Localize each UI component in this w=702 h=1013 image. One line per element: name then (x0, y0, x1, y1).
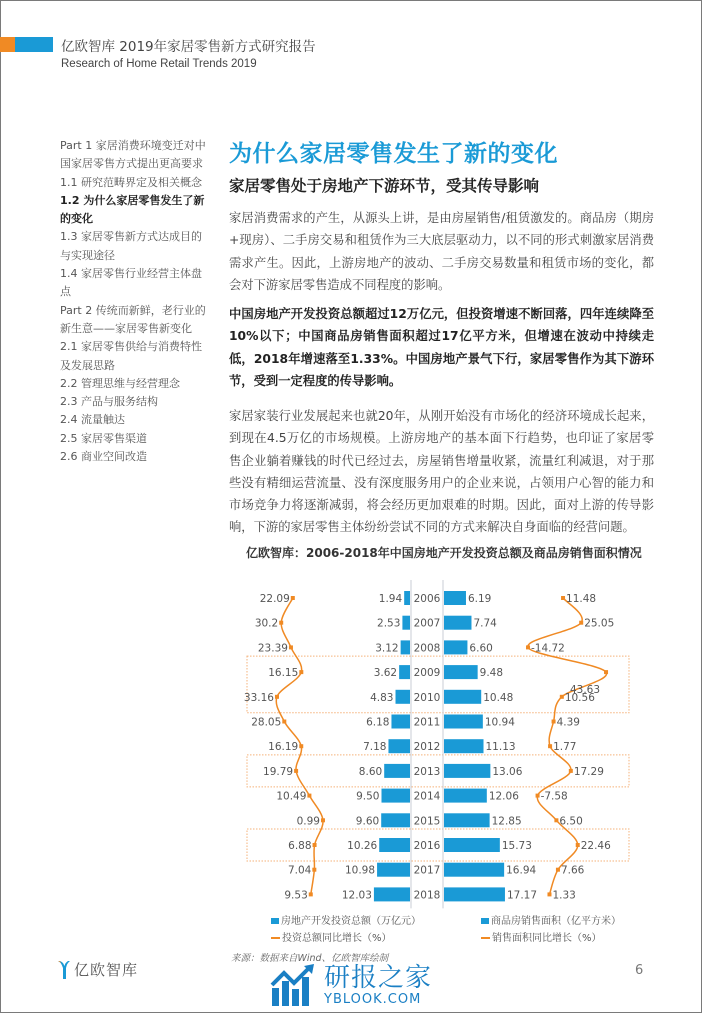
point-label-sales-growth: 11.48 (566, 593, 597, 605)
point-investment-growth (321, 818, 325, 822)
bar-sales-area (444, 764, 490, 778)
point-investment-growth (289, 645, 293, 649)
point-sales-growth (548, 744, 552, 748)
bar-investment (404, 591, 410, 605)
year-label: 2006 (413, 593, 441, 605)
bar-investment (388, 739, 410, 753)
point-sales-growth (536, 794, 540, 798)
year-label: 2007 (413, 617, 441, 630)
legend-item-sales-area (481, 912, 621, 927)
point-label-investment-growth: 22.09 (259, 593, 290, 605)
bar-investment (401, 640, 410, 654)
point-label-investment-growth: 6.88 (288, 840, 312, 852)
point-label-sales-growth: 1.77 (553, 741, 577, 754)
point-investment-growth (307, 794, 311, 798)
bar-label-sales-area: 12.85 (491, 815, 522, 828)
bar-sales-area (444, 739, 484, 753)
bar-label-investment: 3.12 (375, 642, 399, 655)
legend-swatch-bar (481, 918, 489, 924)
legend-label: 销售面积同比增长（%） (492, 933, 602, 944)
toc-item[interactable]: 2.4 流量触达 (60, 413, 125, 427)
point-sales-growth (604, 670, 608, 674)
legend-label: 投资总额同比增长（%） (282, 933, 392, 944)
bar-investment (374, 887, 410, 901)
watermark (270, 963, 432, 1008)
legend-item-investment-growth (271, 929, 392, 944)
legend-label: 房地产开发投资总额（万亿元） (281, 916, 421, 927)
chart-title: 亿欧智库：2006-2018年中国房地产开发投资总额及商品房销售面积情况 (246, 546, 642, 560)
report-title: 亿欧智库 2019年家居零售新方式研究报告 (61, 39, 316, 55)
bar-label-sales-area: 9.48 (479, 667, 504, 680)
point-sales-growth (526, 645, 530, 649)
year-label: 2009 (413, 667, 441, 680)
bar-sales-area (444, 789, 487, 803)
point-investment-growth (275, 695, 279, 699)
bar-label-investment: 1.94 (378, 593, 403, 605)
point-investment-growth (312, 868, 316, 872)
bar-investment (396, 690, 410, 704)
point-investment-growth (291, 596, 295, 600)
point-investment-growth (282, 720, 286, 724)
bar-sales-area (444, 715, 483, 729)
point-investment-growth (279, 621, 283, 625)
bar-label-sales-area: 15.73 (501, 840, 532, 852)
bar-sales-area (444, 887, 505, 901)
toc-item[interactable]: Part 2 传统而新鲜，老行业的新生意——家居零售新变化 (60, 303, 206, 335)
bar-label-sales-area: 11.13 (485, 741, 516, 754)
bar-sales-area (444, 616, 471, 630)
point-label-investment-growth: 30.2 (254, 617, 279, 630)
toc-item[interactable]: 2.1 家居零售供给与消费特性及发展思路 (60, 340, 202, 372)
bar-investment (399, 665, 410, 679)
year-label: 2010 (413, 691, 441, 704)
bar-label-sales-area: 12.06 (488, 790, 519, 803)
bar-sales-area (444, 690, 481, 704)
point-label-sales-growth: -7.58 (540, 790, 568, 803)
paragraph-1: 家居消费需求的产生，从源头上讲，是由房屋销售/租赁激发的。商品房（期房+现房）、二手房交易和租赁作为三大底层驱动力，以不同的形式刺激家居消费需求产生。因此，上游房地产的波动、二手房交易数量和租赁市场的变化，都会对下游家居零售造成不同程度的影响。 (229, 211, 654, 292)
page-number: 6 (635, 963, 644, 978)
bar-investment (381, 813, 410, 827)
watermark-cn: 研报之家 (324, 963, 433, 993)
bar-sales-area (444, 640, 467, 654)
point-sales-growth (576, 843, 580, 847)
point-label-sales-growth: 1.33 (552, 889, 576, 902)
bar-label-investment: 4.83 (370, 691, 394, 704)
paragraph-3: 家居家装行业发展起来也就20年，从刚开始没有市场化的经济环境成长起来，到现在4.5万亿的市场规模。上游房地产的基本面下行趋势，也印证了家居零售企业躺着赚钱的时代已经过去，房屋销售增量收紧，流量红利减退，对于那些没有精细运营流量、没有深度服务用户的企业来说，占领用户心智的能力和市场竞争力将逐渐减弱，将会经历更加艰难的时期。因此，面对上游的传导影响，下游的家居零售主体纷纷尝试不同的方式来解决自身面临的经营问题。 (229, 409, 654, 535)
legend-swatch-line (271, 937, 280, 939)
point-label-investment-growth: 23.39 (257, 642, 288, 655)
point-label-investment-growth: 16.19 (268, 741, 299, 754)
legend-swatch-line (481, 937, 490, 939)
toc-item[interactable]: Part 1 家居消费环境变迁对中国家居零售方式提出更高要求 (60, 139, 206, 171)
point-label-investment-growth: 28.05 (251, 716, 282, 729)
year-label: 2008 (413, 642, 441, 655)
legend-swatch-bar (271, 918, 279, 924)
point-label-investment-growth: 7.04 (287, 864, 312, 877)
bar-label-sales-area: 17.17 (506, 889, 538, 902)
bar-label-sales-area: 7.74 (473, 617, 497, 630)
bar-sales-area (444, 838, 500, 852)
watermark-chart-icon (270, 963, 320, 1008)
bar-investment (391, 715, 410, 729)
bar-label-sales-area: 6.19 (467, 593, 492, 605)
toc-item[interactable]: 2.6 商业空间改造 (60, 450, 147, 464)
bar-investment (377, 863, 410, 877)
logo-text: 亿欧智库 (74, 961, 139, 979)
point-sales-growth (560, 695, 564, 699)
point-label-sales-growth: 4.39 (556, 716, 580, 729)
point-label-sales-growth: -14.72 (531, 642, 565, 655)
year-label: 2016 (413, 840, 441, 852)
bar-label-sales-area: 10.48 (483, 691, 514, 704)
toc-item[interactable]: 2.3 产品与服务结构 (60, 395, 158, 409)
point-sales-growth (554, 818, 558, 822)
bar-label-sales-area: 10.94 (484, 716, 515, 729)
year-label: 2012 (413, 741, 441, 754)
point-label-investment-growth: 16.15 (268, 667, 299, 680)
point-sales-growth (579, 621, 583, 625)
point-label-sales-growth: 17.29 (573, 765, 604, 778)
point-investment-growth (299, 670, 303, 674)
toc-item[interactable]: 1.1 研究范畴界定及相关概念 (60, 175, 202, 189)
bar-investment (402, 616, 410, 630)
point-investment-growth (294, 769, 298, 773)
bar-label-investment: 12.03 (341, 889, 372, 902)
point-label-investment-growth: 10.49 (276, 790, 307, 803)
point-label-sales-growth: 25.05 (584, 617, 615, 630)
point-sales-growth (556, 868, 560, 872)
point-investment-growth (299, 744, 303, 748)
bar-label-investment: 3.62 (373, 667, 398, 680)
bar-label-investment: 9.50 (356, 790, 380, 803)
bar-sales-area (444, 813, 490, 827)
point-sales-growth (552, 720, 556, 724)
logo-y-icon (57, 960, 71, 980)
point-label-investment-growth: 0.99 (296, 815, 320, 828)
company-logo (57, 959, 138, 980)
toc-item[interactable]: 1.4 家居零售行业经营主体盘点 (60, 267, 202, 299)
bar-label-sales-area: 16.94 (506, 864, 537, 877)
watermark-en: YBLOOK.COM (324, 992, 422, 1007)
chart-source: 来源：数据来自Wind、亿欧智库绘制 (231, 953, 389, 964)
bar-investment (382, 789, 411, 803)
year-label: 2014 (413, 790, 441, 803)
point-sales-growth (569, 769, 573, 773)
bar-sales-area (444, 591, 466, 605)
bar-label-investment: 7.18 (363, 741, 387, 754)
point-label-investment-growth: 33.16 (243, 691, 274, 704)
point-label-sales-growth: 43.63 (569, 684, 601, 697)
toc-item[interactable]: 1.3 家居零售新方式达成目的与实现途径 (60, 230, 202, 262)
toc-item[interactable]: 2.5 家居零售渠道 (60, 431, 147, 445)
year-label: 2015 (413, 815, 441, 828)
bar-label-investment: 2.53 (377, 617, 401, 630)
point-label-sales-growth: 10.56 (564, 691, 595, 704)
legend-item-sales-growth (481, 929, 602, 944)
section-subheading: 家居零售处于房地产下游环节，受其传导影响 (229, 177, 540, 195)
bar-label-investment: 10.98 (344, 864, 376, 877)
point-label-investment-growth: 19.79 (263, 765, 294, 778)
point-label-sales-growth: 6.50 (559, 815, 583, 828)
toc-item[interactable]: 2.2 管理思维与经营理念 (60, 376, 180, 390)
point-sales-growth (547, 892, 551, 896)
bar-investment (379, 838, 410, 852)
year-label: 2013 (413, 765, 441, 778)
year-label: 2011 (413, 716, 441, 729)
toc-item[interactable]: 1.2 为什么家居零售发生了新的变化 (60, 193, 205, 226)
year-label: 2017 (413, 864, 441, 877)
bar-sales-area (444, 863, 504, 877)
year-label: 2018 (413, 889, 441, 902)
bar-label-investment: 6.18 (366, 716, 390, 729)
legend-label: 商品房销售面积（亿平方米） (491, 916, 621, 927)
bar-label-investment: 9.60 (355, 815, 380, 828)
point-investment-growth (309, 892, 313, 896)
point-label-sales-growth: 22.46 (580, 840, 611, 852)
report-subtitle: Research of Home Retail Trends 2019 (61, 58, 257, 70)
paragraph-2-highlight: 中国房地产开发投资总额超过12万亿元，但投资增速不断回落，四年连续降至10%以下；中国商品房销售面积超过17亿平方米，但增速在波动中持续走低，2018年增速落至1.33%。中国房地产景气下行，家居零售作为其下游环节，受到一定程度的传导影响。 (229, 307, 654, 388)
legend-item-investment (271, 912, 421, 927)
point-investment-growth (313, 843, 317, 847)
bar-label-sales-area: 13.06 (492, 765, 523, 778)
bar-investment (384, 764, 410, 778)
point-label-sales-growth: 7.66 (560, 864, 585, 877)
bar-label-sales-area: 6.60 (469, 642, 493, 655)
bar-sales-area (444, 665, 478, 679)
bar-label-investment: 10.26 (347, 840, 378, 852)
section-heading: 为什么家居零售发生了新的变化 (229, 141, 558, 167)
bar-label-investment: 8.60 (358, 765, 383, 778)
point-label-investment-growth: 9.53 (284, 889, 308, 902)
point-sales-growth (561, 596, 565, 600)
